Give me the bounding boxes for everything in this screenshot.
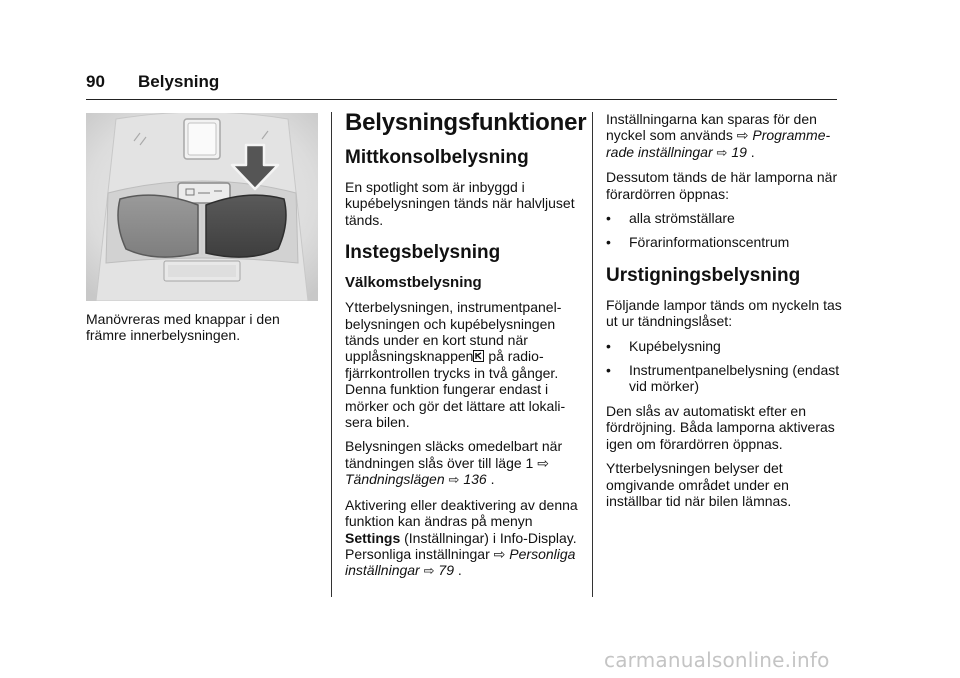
page-number: 90: [86, 72, 105, 91]
bullet-icon: •: [606, 234, 611, 251]
para-slas-av: Den slås av automatiskt efter en fördröjning. Båda lamporna aktiveras igen om förardörren öppnas.: [606, 402, 835, 452]
valkomst-text-b: på radiofjärrkontrollen trycks in två gånger. Denna funktion fungerar endast i mörker och gör det lättare att lokalisera bilen.: [345, 348, 566, 431]
para-dessutom: Dessutom tänds de här lamporna när förardörren öppnas:: [606, 169, 838, 202]
list-item-text: Kupébelysning: [629, 337, 721, 354]
link-personliga-installningar[interactable]: Personliga inställningar: [345, 545, 576, 579]
heading-instegs: Instegsbelysning: [345, 242, 501, 264]
spara-text: Inställningarna kan sparas för den nyckel som används: [606, 111, 817, 144]
interior-light-figure: [86, 113, 318, 301]
para-mittkonsol: En spotlight som är inbyggd i kupébelysningen tänds när halvljuset tänds.: [345, 179, 575, 228]
slacks-text: Belysningen släcks omedelbart när tändningen slås över till läge 1: [345, 438, 563, 471]
watermark: carmanualsonline.info: [604, 648, 830, 672]
bullet-icon: •: [606, 337, 611, 354]
unlock-key-icon: [473, 350, 484, 362]
chapter-heading: Belysningsfunktioner: [345, 109, 587, 136]
column-3: [606, 111, 842, 517]
page-ref-136[interactable]: 136: [463, 471, 487, 488]
ref-period: .: [453, 562, 462, 579]
para-ytterbelysning: Ytterbelysningen belyser det omgivande området under en inställbar tid när bilen lämnas.: [606, 460, 792, 509]
arrow-icon: ⇨: [448, 472, 460, 488]
interior-light-illustration: [86, 113, 318, 301]
list-item: [606, 362, 842, 395]
page-ref-19[interactable]: 19: [731, 143, 747, 160]
para-spara: [606, 111, 842, 161]
bullet-icon: •: [606, 210, 611, 227]
list-item: [606, 234, 842, 250]
heading-mittkonsol: Mittkonsolbelysning: [345, 147, 529, 168]
figure-caption: Manövreras med knappar i den främre innerbelysningen.: [86, 311, 280, 344]
column-divider-1: [331, 112, 332, 597]
aktivering-text-b: (Inställningar) i Info-Display. Personliga inställningar: [345, 529, 577, 562]
para-aktivering: [345, 497, 581, 580]
heading-valkomst: Välkomstbelysning: [345, 274, 482, 292]
valkomst-text-a: Ytterbelysningen, instrumentpanelbelysningen och kupébelysningen tänds under en kort stund när upplåsningsknappen: [345, 299, 562, 365]
list-item-text: alla strömställare: [629, 210, 735, 227]
list-item: [606, 210, 842, 226]
bullet-icon: •: [606, 362, 611, 379]
page-header: [86, 70, 837, 98]
header-rule: [86, 99, 837, 100]
arrow-icon: ⇨: [716, 144, 728, 160]
column-2: [345, 109, 587, 588]
column-divider-2: [592, 112, 593, 597]
link-tandningslagen[interactable]: Tändningslägen: [345, 471, 445, 488]
settings-label: Settings: [345, 529, 401, 546]
arrow-icon: ⇨: [537, 454, 549, 471]
para-valkomst: [345, 299, 581, 430]
list-item: [606, 338, 842, 354]
list-item-text: Förarinformationscentrum: [629, 234, 790, 251]
section-title: Belysning: [138, 72, 220, 91]
arrow-icon: ⇨: [423, 563, 435, 579]
heading-urstignings: Urstigningsbelysning: [606, 264, 801, 286]
para-slacks: [345, 438, 581, 488]
aktivering-text-a: Aktivering eller deaktivering av denna funktion kan ändras på menyn: [345, 496, 578, 530]
ref-period: .: [746, 143, 755, 160]
arrow-icon: ⇨: [736, 127, 749, 144]
arrow-icon: ⇨: [493, 545, 506, 562]
ref-period: .: [486, 471, 495, 488]
para-foljande: Följande lampor tänds om nyckeln tas ut ur tändningslåset:: [606, 296, 842, 330]
link-programmerade-installningar[interactable]: Programmerade inställningar: [606, 127, 831, 160]
page-ref-79[interactable]: 79: [438, 562, 454, 579]
list-item-text: Instrumentpanelbelysning (endast vid mörker): [629, 362, 840, 395]
